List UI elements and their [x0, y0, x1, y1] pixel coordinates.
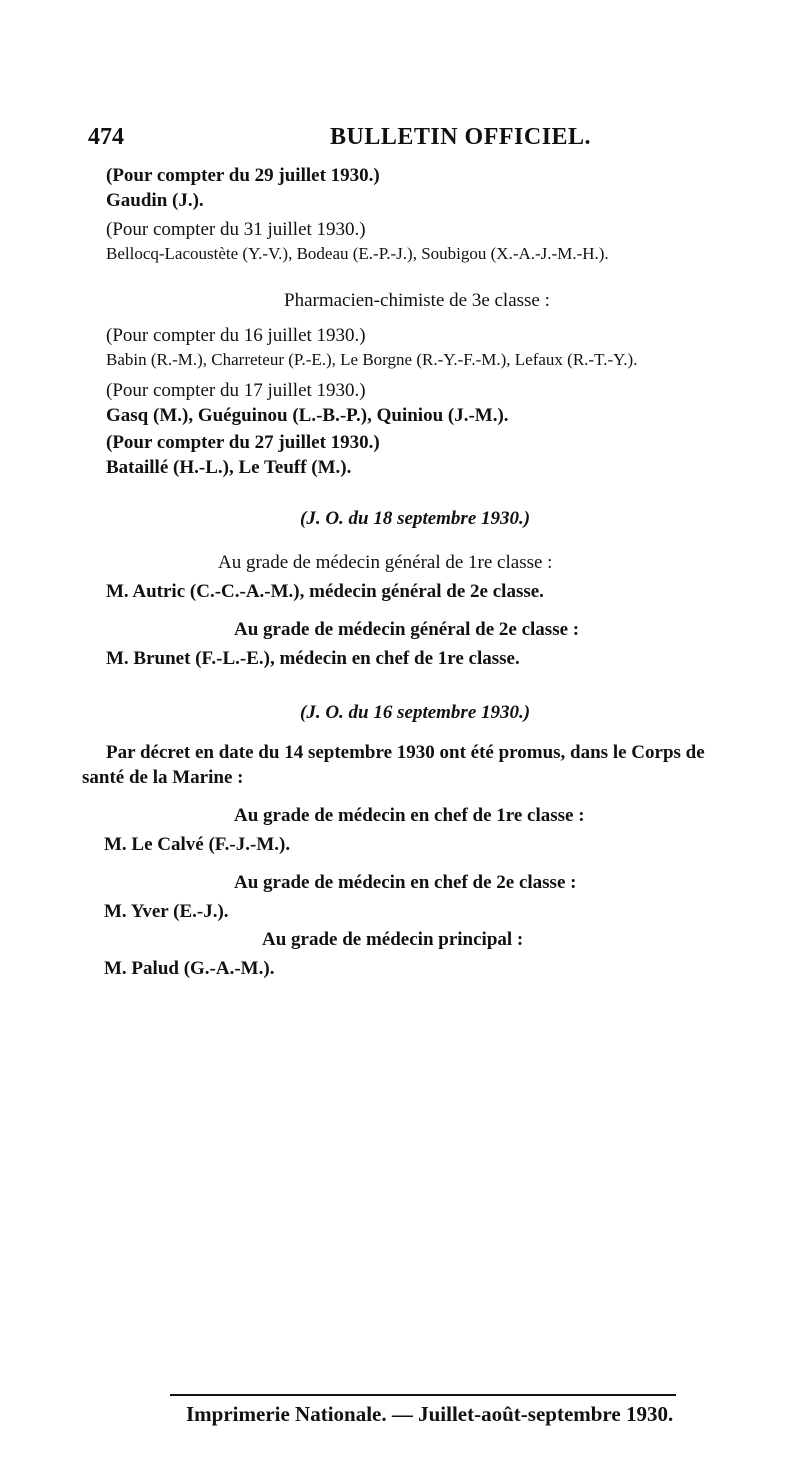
section-heading: Pharmacien-chimiste de 3e classe :: [284, 290, 550, 311]
grade-heading: Au grade de médecin principal :: [262, 929, 524, 950]
date-line: (Pour compter du 31 juillet 1930.): [106, 219, 366, 240]
date-line: (Pour compter du 27 juillet 1930.): [106, 432, 380, 453]
promotion-line: M. Le Calvé (F.-J.-M.).: [104, 834, 291, 855]
promotion-line: M. Yver (E.-J.).: [104, 901, 229, 922]
grade-heading: Au grade de médecin général de 1re classe :: [218, 552, 553, 573]
page-number: 474: [88, 124, 124, 150]
name-line: Bataillé (H.-L.), Le Teuff (M.).: [106, 457, 352, 478]
grade-heading: Au grade de médecin en chef de 1re classe :: [234, 805, 585, 826]
paragraph-line: santé de la Marine :: [82, 767, 244, 788]
promotion-line: M. Brunet (F.-L.-E.), médecin en chef de 1re classe.: [106, 648, 520, 669]
date-line: (Pour compter du 16 juillet 1930.): [106, 325, 366, 346]
name-line: Gaudin (J.).: [106, 190, 204, 211]
grade-heading: Au grade de médecin en chef de 2e classe :: [234, 872, 577, 893]
journal-reference: (J. O. du 18 septembre 1930.): [300, 508, 531, 529]
name-line: Bellocq-Lacoustète (Y.-V.), Bodeau (E.-P.-J.), Soubigou (X.-A.-J.-M.-H.).: [106, 244, 609, 263]
journal-reference: (J. O. du 16 septembre 1930.): [300, 702, 531, 723]
page-title: BULLETIN OFFICIEL.: [330, 124, 592, 150]
date-line: (Pour compter du 29 juillet 1930.): [106, 165, 380, 186]
paragraph-line: Par décret en date du 14 septembre 1930 ont été promus, dans le Corps de: [106, 742, 705, 763]
footer-rule: [170, 1394, 676, 1396]
promotion-line: M. Palud (G.-A.-M.).: [104, 958, 275, 979]
printer-footer: Imprimerie Nationale. — Juillet-août-septembre 1930.: [186, 1402, 674, 1426]
promotion-line: M. Autric (C.-C.-A.-M.), médecin général de 2e classe.: [106, 581, 544, 602]
name-line: Gasq (M.), Guéguinou (L.-B.-P.), Quiniou (J.-M.).: [106, 405, 509, 426]
date-line: (Pour compter du 17 juillet 1930.): [106, 380, 366, 401]
grade-heading: Au grade de médecin général de 2e classe :: [234, 619, 580, 640]
name-line: Babin (R.-M.), Charreteur (P.-E.), Le Borgne (R.-Y.-F.-M.), Lefaux (R.-T.-Y.).: [106, 350, 638, 369]
